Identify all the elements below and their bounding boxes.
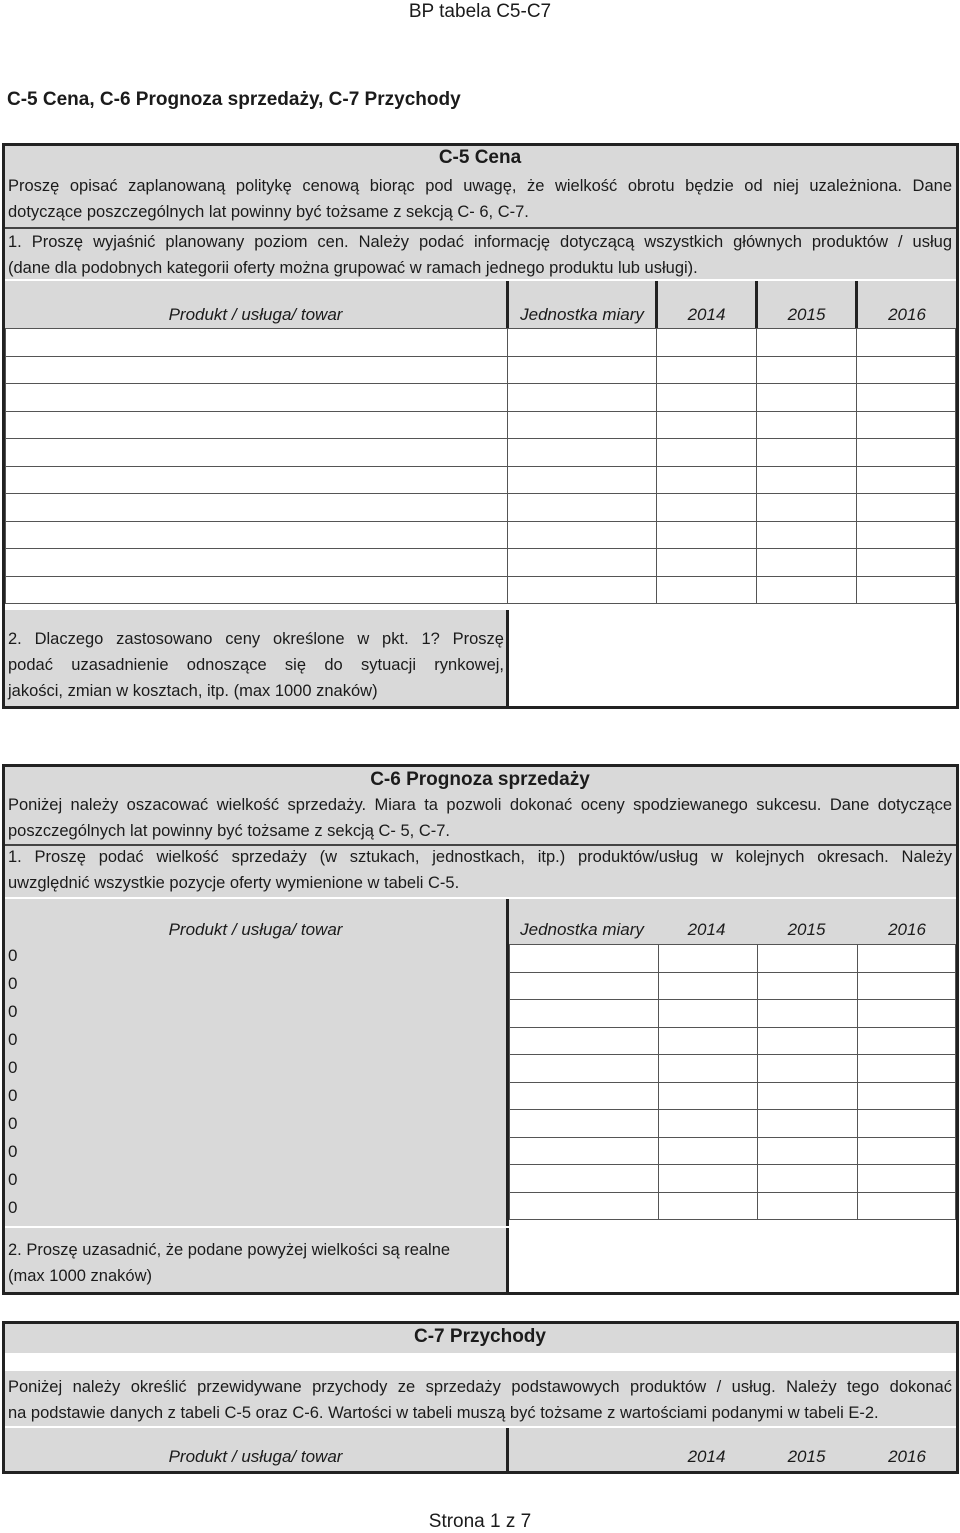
table-row [510,1055,956,1083]
table-cell[interactable] [658,1165,758,1193]
table-row [510,1000,956,1028]
table-cell[interactable] [857,439,956,467]
table-row [510,1027,956,1055]
table-cell[interactable] [857,494,956,522]
table-cell[interactable] [758,1055,858,1083]
c5-col-2014: 2014 [687,305,726,324]
table-row [6,549,956,577]
table-cell[interactable] [858,1165,956,1193]
table-cell[interactable] [757,384,857,412]
table-cell[interactable] [658,1055,758,1083]
table-cell[interactable] [857,384,956,412]
document-header: BP tabela C5-C7 [408,1,552,22]
table-cell[interactable] [510,945,659,973]
page-number: Strona 1 z 7 [428,1511,532,1532]
c6-row-product: 0 [8,1142,18,1161]
table-cell[interactable] [858,945,956,973]
table-cell[interactable] [658,1000,758,1028]
table-cell[interactable] [858,1055,956,1083]
c6-q2-line1: 2. Proszę uzasadnić, że podane powyżej wielkości są realne [8,1241,451,1259]
table-cell[interactable] [858,1192,956,1220]
c6-q2-answer-box[interactable] [509,1228,956,1292]
table-cell[interactable] [857,329,956,357]
c5-q2-line3: jakości, zmian w kosztach, itp. (max 1000 znaków) [8,682,378,700]
table-cell[interactable] [758,1082,858,1110]
table-cell[interactable] [508,384,657,412]
table-cell[interactable] [510,1165,659,1193]
c6-row-product: 0 [8,1086,18,1105]
table-cell[interactable] [757,411,857,439]
c5-q1-line1: 1. Proszę wyjaśnić planowany poziom cen. Należy podać informację dotyczącą wszystkich głównych produktów / usług [8,233,952,251]
table-cell[interactable] [857,356,956,384]
table-row [510,945,956,973]
c5-q2-line2: podać uzasadnienie odnoszące się do sytuacji rynkowej, [8,656,504,674]
table-cell[interactable] [508,439,657,467]
table-cell[interactable] [510,1055,659,1083]
c6-row-product: 0 [8,1002,18,1021]
table-cell[interactable] [758,1110,858,1138]
table-cell[interactable] [858,1027,956,1055]
table-cell[interactable] [657,576,757,604]
table-cell[interactable] [858,1137,956,1165]
document-title: C-5 Cena, C-6 Prognoza sprzedaży, C-7 Przychody [7,89,461,110]
c6-col-product: Produkt / usługa/ towar [168,920,343,939]
table-row [6,466,956,494]
c6-row-product: 0 [8,1170,18,1189]
table-cell[interactable] [758,1165,858,1193]
c5-col-product: Produkt / usługa/ towar [168,305,343,324]
c6-col-2016: 2016 [888,920,926,939]
table-cell[interactable] [657,329,757,357]
c6-row-product: 0 [8,1114,18,1133]
table-cell[interactable] [858,1110,956,1138]
table-cell[interactable] [6,439,508,467]
table-cell[interactable] [857,466,956,494]
table-cell[interactable] [6,494,508,522]
c6-row-product: 0 [8,1058,18,1077]
table-row [510,1110,956,1138]
c5-intro-line2: dotyczące poszczególnych lat powinny być tożsame z sekcją C- 6, C-7. [8,203,529,221]
table-cell[interactable] [508,411,657,439]
table-row [6,329,956,357]
c6-intro-line1: Poniżej należy oszacować wielkość sprzedaży. Miara ta pozwoli dokonać oceny spodziewanego sukcesu. Dane dotyczące [8,796,952,814]
table-cell[interactable] [758,1000,858,1028]
table-cell[interactable] [858,1000,956,1028]
table-row [510,1082,956,1110]
c6-row-product: 0 [8,1198,18,1217]
table-row [6,494,956,522]
c6-intro-line2: poszczególnych lat powinny być tożsame z sekcją C- 5, C-7. [8,822,451,840]
table-cell[interactable] [6,521,508,549]
table-row [510,972,956,1000]
c5-title: C-5 Cena [438,147,522,168]
c7-col-2014: 2014 [687,1447,726,1466]
table-cell[interactable] [508,521,657,549]
table-cell[interactable] [658,1027,758,1055]
c5-col-unit: Jednostka miary [520,305,644,324]
c6-product-column [5,944,506,1226]
c5-q2-line1: 2. Dlaczego zastosowano ceny określone w pkt. 1? Proszę [8,630,504,648]
table-cell[interactable] [508,466,657,494]
table-cell[interactable] [510,1000,659,1028]
table-cell[interactable] [6,329,508,357]
c6-sales-table [509,944,956,1220]
table-cell[interactable] [658,1192,758,1220]
table-cell[interactable] [508,494,657,522]
c6-row-product: 0 [8,1030,18,1049]
table-cell[interactable] [508,549,657,577]
table-cell[interactable] [657,356,757,384]
table-cell[interactable] [858,972,956,1000]
c7-col-2016: 2016 [888,1447,926,1466]
c6-title: C-6 Prognoza sprzedaży [370,769,590,790]
c6-row-product: 0 [8,974,18,993]
table-cell[interactable] [858,1082,956,1110]
table-cell[interactable] [857,521,956,549]
table-cell[interactable] [510,1192,659,1220]
table-cell[interactable] [6,466,508,494]
table-cell[interactable] [758,945,858,973]
table-cell[interactable] [758,1027,858,1055]
table-cell[interactable] [658,972,758,1000]
table-row [510,1192,956,1220]
table-cell[interactable] [758,1137,858,1165]
table-cell[interactable] [508,329,657,357]
table-cell[interactable] [757,356,857,384]
table-cell[interactable] [757,494,857,522]
table-row [6,384,956,412]
table-cell[interactable] [6,356,508,384]
c7-col-2015: 2015 [787,1447,826,1466]
table-cell[interactable] [510,1027,659,1055]
c6-col-unit: Jednostka miary [520,920,644,939]
c7-intro-line2: na podstawie danych z tabeli C-5 oraz C-6. Wartości w tabeli muszą być tożsame z wartościami podanymi w tabeli E-2. [8,1404,879,1422]
c6-col-2015: 2015 [787,920,826,939]
table-row [510,1137,956,1165]
table-cell[interactable] [657,494,757,522]
c7-header-sep [506,1428,509,1471]
table-row [6,521,956,549]
table-cell[interactable] [758,1192,858,1220]
table-cell[interactable] [857,549,956,577]
table-cell[interactable] [658,945,758,973]
table-cell[interactable] [508,576,657,604]
table-row [6,439,956,467]
table-row [6,576,956,604]
table-cell[interactable] [508,356,657,384]
table-cell[interactable] [6,576,508,604]
table-row [510,1165,956,1193]
table-cell[interactable] [757,466,857,494]
c5-col-2015: 2015 [787,305,826,324]
table-cell[interactable] [657,384,757,412]
table-cell[interactable] [657,411,757,439]
table-cell[interactable] [658,1082,758,1110]
table-cell[interactable] [6,411,508,439]
table-cell[interactable] [6,549,508,577]
c5-q1-line2: (dane dla podobnych kategorii oferty można grupować w ramach jednego produktu lub usługi). [8,259,698,277]
table-cell[interactable] [657,549,757,577]
table-cell[interactable] [758,972,858,1000]
table-cell[interactable] [658,1137,758,1165]
table-row [6,356,956,384]
c7-title: C-7 Przychody [414,1326,546,1347]
table-cell[interactable] [510,1137,659,1165]
c6-row-product: 0 [8,946,18,965]
table-row [6,411,956,439]
c7-intro-line1: Poniżej należy określić przewidywane przychody ze sprzedaży podstawowych produktów / usług. Należy tego dokonać [8,1378,952,1396]
c5-col-2016: 2016 [888,305,926,324]
c5-price-table [5,328,956,604]
c6-q1-line2: uwzględnić wszystkie pozycje oferty wymienione w tabeli C-5. [8,874,460,892]
table-cell[interactable] [510,972,659,1000]
table-cell[interactable] [657,439,757,467]
table-cell[interactable] [757,576,857,604]
table-cell[interactable] [757,329,857,357]
c6-col-2014: 2014 [687,920,726,939]
table-cell[interactable] [657,521,757,549]
c7-col-product: Produkt / usługa/ towar [168,1447,343,1466]
c5-intro-line1: Proszę opisać zaplanowaną politykę cenową biorąc pod uwagę, że wielkość obrotu będzie od niej uzależniona. Dane [8,177,952,195]
c6-q2-line2: (max 1000 znaków) [8,1267,152,1285]
table-cell[interactable] [6,384,508,412]
c5-q2-answer-box[interactable] [509,610,956,706]
table-cell[interactable] [658,1110,758,1138]
table-cell[interactable] [857,411,956,439]
table-cell[interactable] [857,576,956,604]
table-cell[interactable] [657,466,757,494]
table-cell[interactable] [510,1082,659,1110]
table-cell[interactable] [510,1110,659,1138]
table-cell[interactable] [757,439,857,467]
c6-q1-line1: 1. Proszę podać wielkość sprzedaży (w sztukach, jednostkach, itp.) produktów/usług w kolejnych okresach. Należy [8,848,952,866]
table-cell[interactable] [757,549,857,577]
table-cell[interactable] [757,521,857,549]
